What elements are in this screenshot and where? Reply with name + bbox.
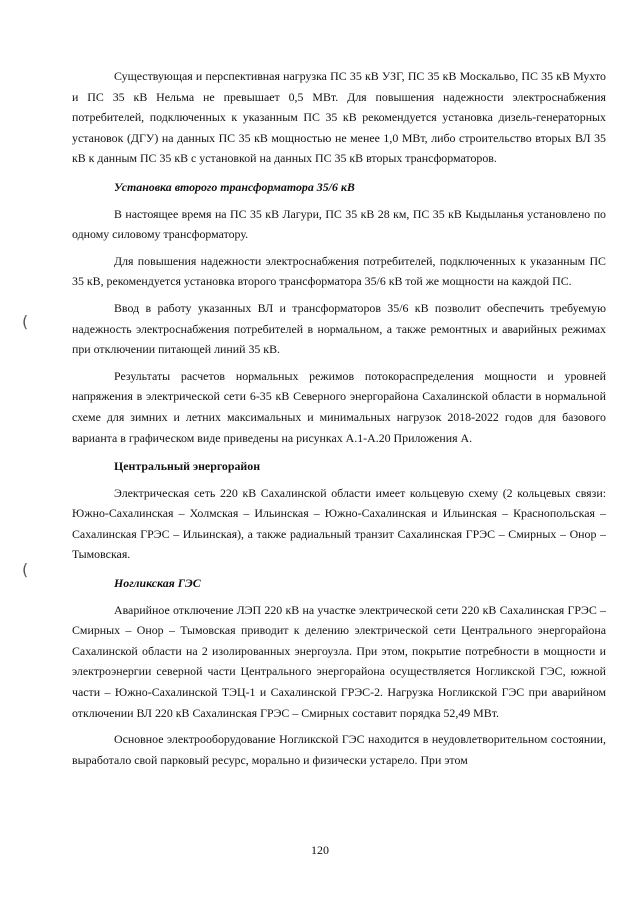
paragraph: Существующая и перспективная нагрузка ПС 35 кВ УЗГ, ПС 35 кВ Москальво, ПС 35 кВ Мухто и ПС 35 кВ Нельма не превышает 0,5 МВт. Для повышения надежности электроснабжения потребителей, подключенных к указанным ПС 35 кВ рекомендуется установка дизель-генераторных установок (ДГУ) на данных ПС 35 кВ мощностью не менее 1,0 МВт, либо строительство вторых ВЛ 35 кВ к данным ПС 35 кВ с установкой на данных ПС 35 кВ вторых трансформаторов. bbox=[72, 69, 606, 166]
paragraph: Ввод в работу указанных ВЛ и трансформаторов 35/6 кВ позволит обеспечить требуемую надежность электроснабжения потребителей в нормальном, а также ремонтных и аварийных режимах при отключении питающей линий 35 кВ. bbox=[72, 300, 606, 357]
paragraph: Электрическая сеть 220 кВ Сахалинской области имеет кольцевую схему (2 кольцевых связи: Южно-Сахалинская – Холмская – Ильинская – Южно-Сахалинская и Ильинская – Краснопольская – Сахалинская ГРЭС – Ильинская), а также радиальный транзит Сахалинская ГРЭС – Смирных – Онор – Тымовская. bbox=[72, 485, 606, 562]
section-heading: Центральный энергорайон bbox=[114, 459, 261, 474]
section-heading: Ногликская ГЭС bbox=[114, 576, 201, 591]
paragraph: Результаты расчетов нормальных режимов потокораспределения мощности и уровней напряжения в электрической сети 6-35 кВ Северного энергорайона Сахалинской области в нормальной схеме для зимних и летних максимальных и минимальных нагрузок 2018-2022 годов для базового варианта в графическом виде приведены на рисунках А.1-А.20 Приложения А. bbox=[72, 368, 606, 445]
paragraph: Для повышения надежности электроснабжения потребителей, подключенных к указанным ПС 35 кВ, рекомендуется установка второго трансформатора 35/6 кВ той же мощности на каждой ПС. bbox=[72, 253, 606, 289]
paragraph: Основное электрооборудование Ногликской ГЭС находится в неудовлетворительном состоянии, выработало свой парковый ресурс, морально и физически устарело. При этом bbox=[72, 732, 606, 767]
paragraph: В настоящее время на ПС 35 кВ Лагури, ПС 35 кВ 28 км, ПС 35 кВ Кыдыланья установлено по одному силовому трансформатору. bbox=[72, 206, 606, 242]
section-heading: Установка второго трансформатора 35/6 кВ bbox=[114, 179, 355, 194]
paragraph: Аварийное отключение ЛЭП 220 кВ на участке электрической сети 220 кВ Сахалинская ГРЭС – Смирных – Онор – Тымовская приводит к делению электрической сети Центрального энергорайона Сахалинской области на 2 изолированных энергоузла. При этом, покрытие потребности в мощности и электроэнергии северной части Центрального энергорайона осуществляется Ногликской ГЭС, южной части – Южно-Сахалинской ТЭЦ-1 и Сахалинской ГРЭС-2. Нагрузка Ногликской ГЭС при аварийном отключении ВЛ 220 кВ Сахалинская ГРЭС – Смирных составит порядка 52,49 МВт. bbox=[72, 602, 606, 720]
document-body bbox=[72, 66, 606, 770]
margin-punch-mark: ( bbox=[22, 312, 29, 331]
margin-punch-mark: ( bbox=[22, 560, 29, 579]
page-number: 120 bbox=[311, 843, 329, 857]
